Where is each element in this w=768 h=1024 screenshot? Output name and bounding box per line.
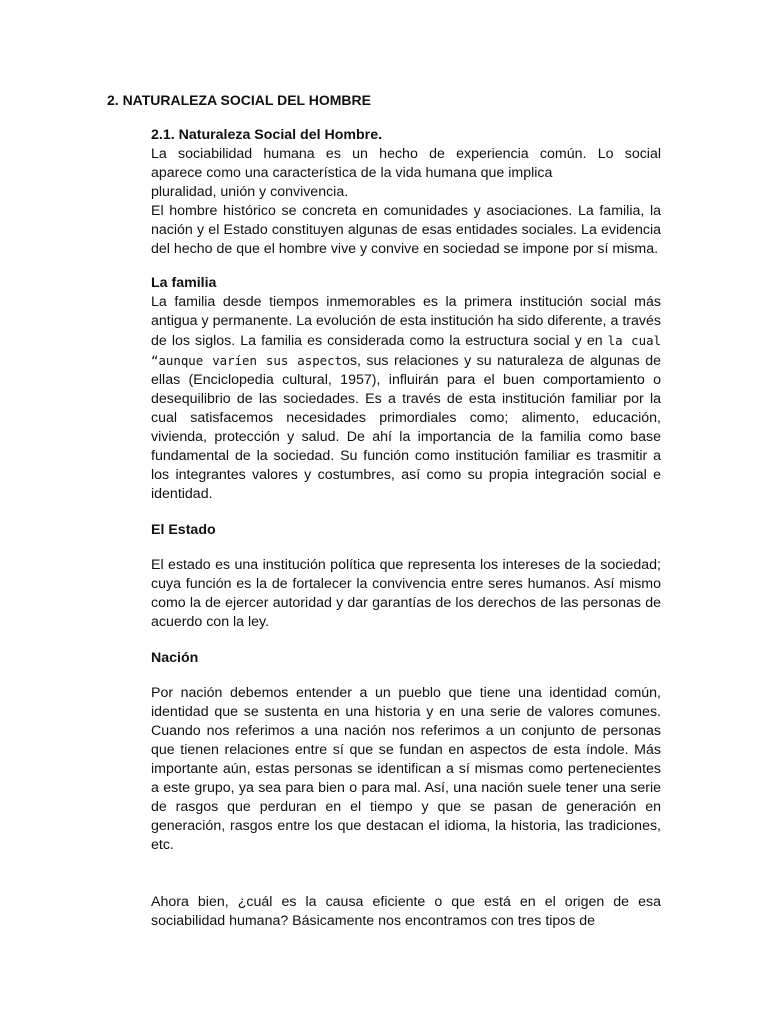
familia-text-before: La familia desde tiempos inmemorables es la primera institución social más antigua y permanente. La evolución de esta institución ha sido diferente, a través de los siglos. La familia es considerada como la estructura social y en bbox=[151, 294, 661, 349]
estado-heading: El Estado bbox=[151, 522, 216, 538]
document-body bbox=[151, 126, 661, 931]
familia-heading: La familia bbox=[151, 275, 217, 291]
familia-paragraph bbox=[151, 293, 661, 504]
intro-line-1: La sociabilidad humana es un hecho de experiencia común. Lo social bbox=[151, 146, 661, 162]
section-subtitle: 2.1. Naturaleza Social del Hombre. bbox=[151, 127, 383, 143]
familia-text-after: os, sus relaciones y su naturaleza de algunas de ellas (Enciclopedia cultural, 1957), influirán para el buen comportamiento o desequilibrio de las sociedades. Es a través de esta institución familiar por la cual satisfacemos necesidades primordiales como; alimento, educación, vivienda, protección y salud. De ahí la importancia de la familia como base fundamental de la sociedad. Su función como institución familiar es trasmitir a los integrantes valores y costumbres, así como su propia integración social e identidad. bbox=[151, 353, 661, 502]
nacion-heading: Nación bbox=[151, 650, 199, 666]
intro-line-3: pluralidad, unión y convivencia. bbox=[151, 184, 349, 200]
intro-paragraph-2: El hombre histórico se concreta en comunidades y asociaciones. La familia, la nación y el Estado constituyen algunas de esas entidades sociales. La evidencia del hecho de que el hombre vive y convive en sociedad se impone por sí misma. bbox=[151, 203, 661, 257]
nacion-paragraph: Por nación debemos entender a un pueblo que tiene una identidad común, identidad que se sustenta en una historia y en una serie de valores comunes. Cuando nos referimos a una nación nos referimos a un conjunto de personas que tienen relaciones entre sí que se fundan en aspectos de esta índole. Más importante aún, estas personas se identifican a sí mismas como pertenecientes a este grupo, ya sea para bien o para mal. Así, una nación suele tener una serie de rasgos que perduran en el tiempo y que se pasan de generación en generación, rasgos entre los que destacan el idioma, la historia, las tradiciones, etc. bbox=[151, 685, 661, 853]
intro-line-2: aparece como una característica de la vida humana que implica bbox=[151, 165, 553, 181]
familia-quoted-phrase: la cual “aunque varíen sus aspect bbox=[151, 333, 661, 368]
document-title: 2. NATURALEZA SOCIAL DEL HOMBRE bbox=[107, 92, 371, 108]
estado-paragraph: El estado es una institución política que representa los intereses de la sociedad; cuya función es la de fortalecer la convivencia entre seres humanos. Así mismo como la de ejercer autoridad y dar garantías de los derechos de las personas de acuerdo con la ley. bbox=[151, 557, 661, 630]
closing-paragraph: Ahora bien, ¿cuál es la causa eficiente o que está en el origen de esa sociabilidad humana? Básicamente nos encontramos con tres tipos de bbox=[151, 894, 661, 929]
